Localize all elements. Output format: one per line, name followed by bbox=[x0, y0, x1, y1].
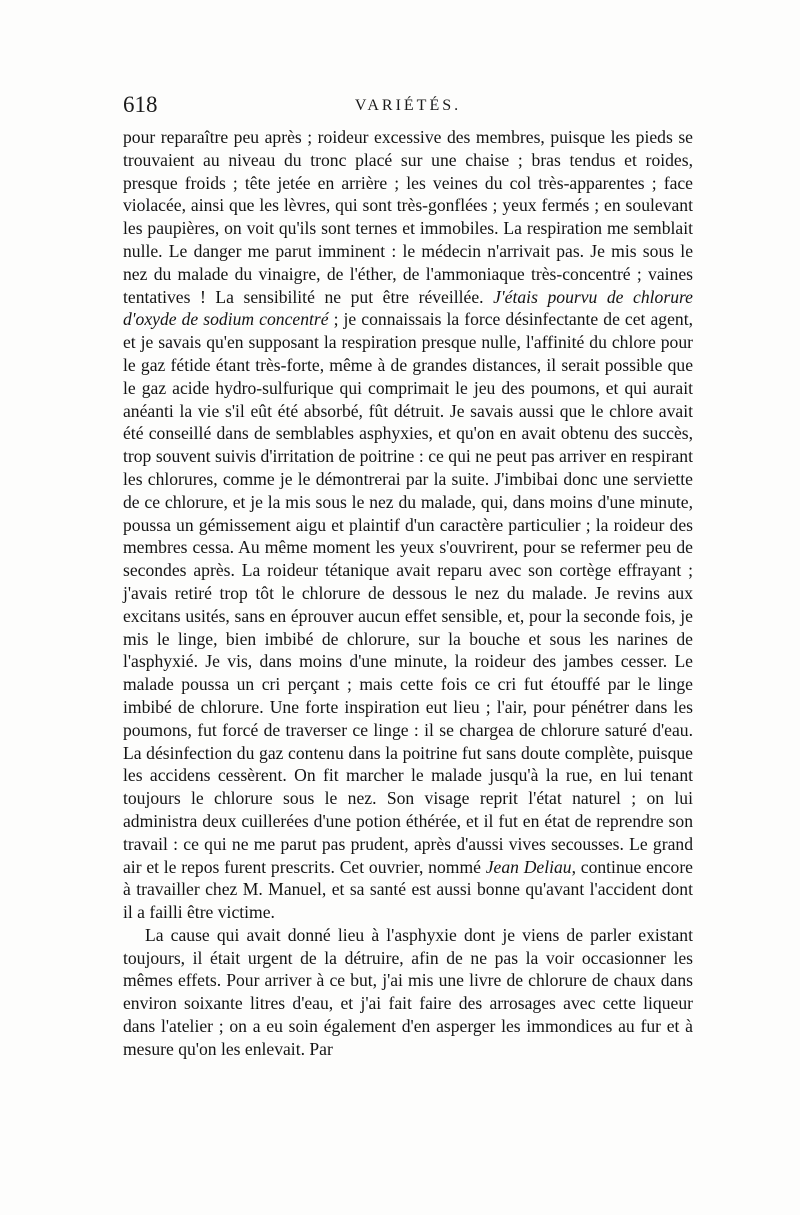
page-header bbox=[123, 92, 693, 124]
italic-text: J'étais pourvu de chlorure d'oxyde de sodium concentré bbox=[123, 286, 693, 330]
paragraph bbox=[123, 126, 693, 924]
page-number: 618 bbox=[123, 92, 158, 117]
paragraph: La cause qui avait donné lieu à l'asphyxie dont je viens de parler existant toujours, il était urgent de la détruire, afin de ne pas la voir occasionner les mêmes effets. Pour arriver à ce but, j'ai mis une livre de chlorure de chaux dans environ soixante litres d'eau, et j'ai fait faire des arrosages avec cette liqueur dans l'atelier ; on a eu soin également d'en asperger les immondices au fur et à mesure qu'on les enlevait. Par bbox=[123, 924, 693, 1059]
text-run: ; je connaissais la force désinfectante de cet agent, et je savais qu'en supposant la respiration presque nulle, l'affinité du chlore pour le gaz fétide étant très-forte, même à de grandes distances, il serait possible que le gaz acide hydro-sulfurique qui comprimait le jeu des poumons, et qui aurait anéanti la vie s'il eût été absorbé, fût détruit. Je savais aussi que le chlore avait été conseillé dans de semblables asphyxies, et qu'on en avait obtenu des succès, trop souvent suivis d'irritation de poitrine : ce qui ne peut pas arriver en respirant les chlorures, comme je le démontrerai par la suite. J'imbibai donc une serviette de ce chlorure, et je la mis sous le nez du malade, qui, dans moins d'une minute, poussa un gémissement aigu et plaintif d'un caractère particulier ; la roideur des membres cessa. Au même moment les yeux s'ouvrirent, pour se refermer peu de secondes après. La roideur tétanique avait reparu avec son cortège effrayant ; j'avais retiré trop tôt le chlorure de dessous le nez du malade. Je revins aux excitans usités, sans en éprouver aucun effet sensible, et, pour la seconde fois, je mis le linge, bien imbibé de chlorure, sur la bouche et sous les narines de l'asphyxié. Je vis, dans moins d'une minute, la roideur des jambes cesser. Le malade poussa un cri perçant ; mais cette fois ce cri fut étouffé par le linge imbibé de chlorure. Une forte inspiration eut lieu ; l'air, pour pénétrer dans les poumons, fut forcé de traverser ce linge : il se chargea de chlorure saturé d'eau. La désinfection du gaz contenu dans la poitrine fut sans doute complète, puisque les accidens cessèrent. On fit marcher le malade jusqu'à la rue, en lui tenant toujours le chlorure sous le nez. Son visage reprit l'état naturel ; on lui administra deux cuillerées d'une potion éthérée, et il fut en état de reprendre son travail : ce qui ne me parut pas prudent, après d'aussi vives secousses. Le grand air et le repos furent prescrits. Cet ouvrier, nommé bbox=[123, 309, 693, 877]
body-text bbox=[123, 126, 693, 1061]
italic-name: Jean Deliau bbox=[485, 856, 572, 877]
text-run: , continue encore à travailler chez M. Manuel, et sa santé est aussi bonne qu'avant l'accident dont il a failli être victime. bbox=[123, 856, 693, 923]
running-title: VARIÉTÉS. bbox=[354, 97, 462, 114]
text-run: pour reparaître peu après ; roideur excessive des membres, puisque les pieds se trouvaient au niveau du tronc placé sur une chaise ; bras tendus et roides, presque froids ; tête jetée en arrière ; les veines du col très-apparentes ; face violacée, ainsi que les lèvres, qui sont très-gonflées ; yeux fermés ; en soulevant les paupières, on voit qu'ils sont ternes et immobiles. La respiration me semblait nulle. Le danger me parut imminent : le médecin n'arrivait pas. Je mis sous le nez du malade du vinaigre, de l'éther, de l'ammoniaque très-concentré ; vaines tentatives ! La sensibilité ne put être réveillée. bbox=[123, 127, 693, 307]
